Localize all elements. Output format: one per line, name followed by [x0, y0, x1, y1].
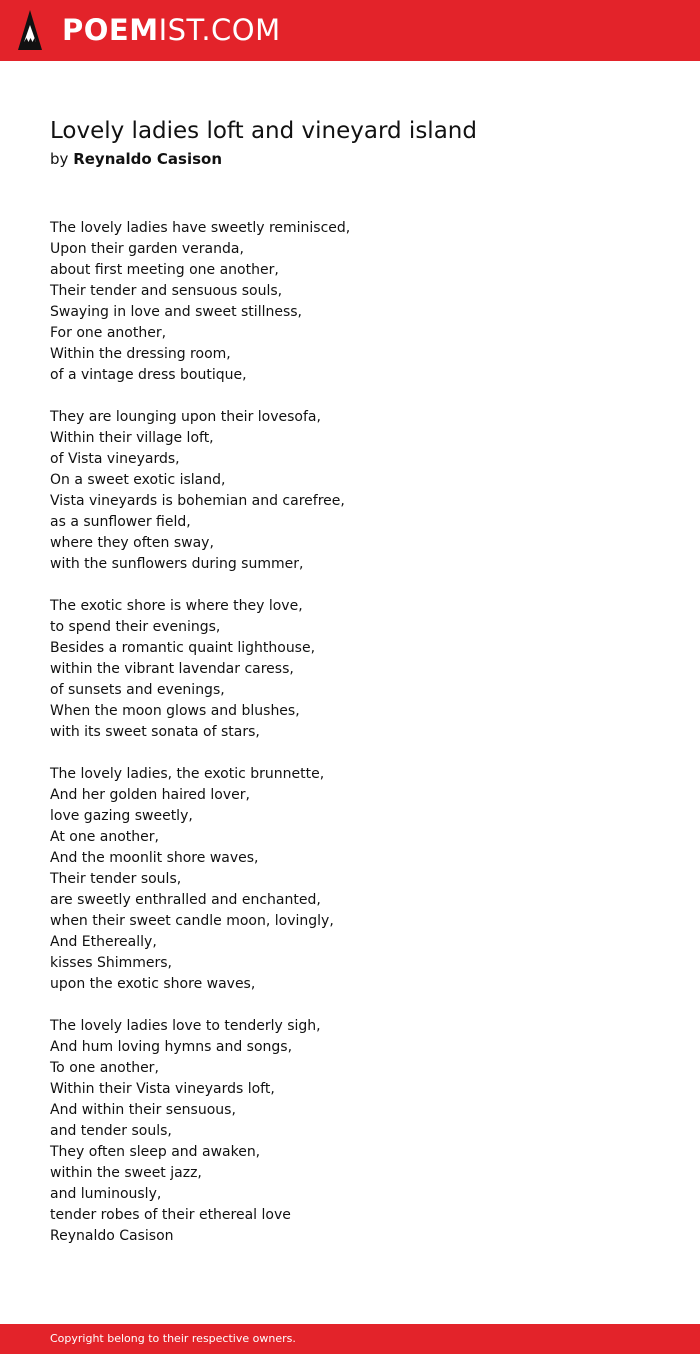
poem-line: with its sweet sonata of stars,	[50, 724, 260, 740]
poem-line: Besides a romantic quaint lighthouse,	[50, 640, 316, 656]
poem-line: to spend their evenings,	[50, 619, 221, 635]
poem-line: Upon their garden veranda,	[50, 241, 244, 257]
poem-line: within the vibrant lavendar caress,	[50, 661, 294, 677]
poem-line: Their tender and sensuous souls,	[50, 283, 283, 299]
poem-line: They are lounging upon their lovesofa,	[50, 409, 321, 425]
poem-line: The exotic shore is where they love,	[50, 598, 303, 614]
by-label: by	[50, 150, 69, 168]
poem-line: And within their sensuous,	[50, 1102, 236, 1118]
poem-line: love gazing sweetly,	[50, 808, 193, 824]
poem-line: To one another,	[50, 1060, 159, 1076]
poem-line: of a vintage dress boutique,	[50, 367, 247, 383]
byline	[50, 147, 222, 171]
poem-line: and tender souls,	[50, 1123, 172, 1139]
poem-line: Vista vineyards is bohemian and carefree,	[50, 493, 345, 509]
poem-line: For one another,	[50, 325, 167, 341]
poem-line: And her golden haired lover,	[50, 787, 250, 803]
poem-line: And the moonlit shore waves,	[50, 850, 259, 866]
logo-bold-text: POEM	[62, 13, 159, 47]
poem-line: Swaying in love and sweet stillness,	[50, 304, 302, 320]
poem-line: The lovely ladies love to tenderly sigh,	[50, 1018, 321, 1034]
poem-line: where they often sway,	[50, 535, 214, 551]
poem-stanza	[50, 1016, 650, 1247]
poem-line: of sunsets and evenings,	[50, 682, 225, 698]
poem-line: within the sweet jazz,	[50, 1165, 202, 1181]
poem-line: kisses Shimmers,	[50, 955, 172, 971]
poem-stanza	[50, 218, 650, 386]
poem-line: When the moon glows and blushes,	[50, 703, 300, 719]
poem-line: with the sunflowers during summer,	[50, 556, 304, 572]
poem-title: Lovely ladies loft and vineyard island	[50, 118, 477, 144]
poem-line: Reynaldo Casison	[50, 1228, 174, 1244]
logo-light-text: IST.COM	[158, 13, 281, 47]
poem-line: as a sunflower field,	[50, 514, 191, 530]
poem-line: Their tender souls,	[50, 871, 182, 887]
site-header	[0, 0, 700, 61]
poem-line: The lovely ladies, the exotic brunnette,	[50, 766, 325, 782]
poem-line: At one another,	[50, 829, 159, 845]
poem-line: of Vista vineyards,	[50, 451, 180, 467]
poem-line: upon the exotic shore waves,	[50, 976, 256, 992]
poem-line: are sweetly enthralled and enchanted,	[50, 892, 321, 908]
poem-body	[50, 218, 650, 1268]
poem-line: On a sweet exotic island,	[50, 472, 226, 488]
site-logo[interactable]	[62, 12, 281, 48]
site-footer	[0, 1324, 700, 1354]
poem-line: Within their village loft,	[50, 430, 214, 446]
poem-stanza	[50, 596, 650, 743]
poem-line: And Ethereally,	[50, 934, 157, 950]
poem-line: Within the dressing room,	[50, 346, 231, 362]
poem-stanza	[50, 407, 650, 575]
pencil-tip-icon[interactable]	[17, 9, 43, 51]
copyright-notice: Copyright belong to their respective owners.	[50, 1332, 296, 1345]
poem-line: And hum loving hymns and songs,	[50, 1039, 293, 1055]
poem-line: and luminously,	[50, 1186, 162, 1202]
poem-line: The lovely ladies have sweetly reminisced,	[50, 220, 351, 236]
author-name: Reynaldo Casison	[73, 150, 223, 168]
poem-stanza	[50, 764, 650, 995]
poem-line: when their sweet candle moon, lovingly,	[50, 913, 334, 929]
poem-line: Within their Vista vineyards loft,	[50, 1081, 275, 1097]
poem-line: tender robes of their ethereal love	[50, 1207, 291, 1223]
poem-line: They often sleep and awaken,	[50, 1144, 261, 1160]
poem-line: about first meeting one another,	[50, 262, 279, 278]
